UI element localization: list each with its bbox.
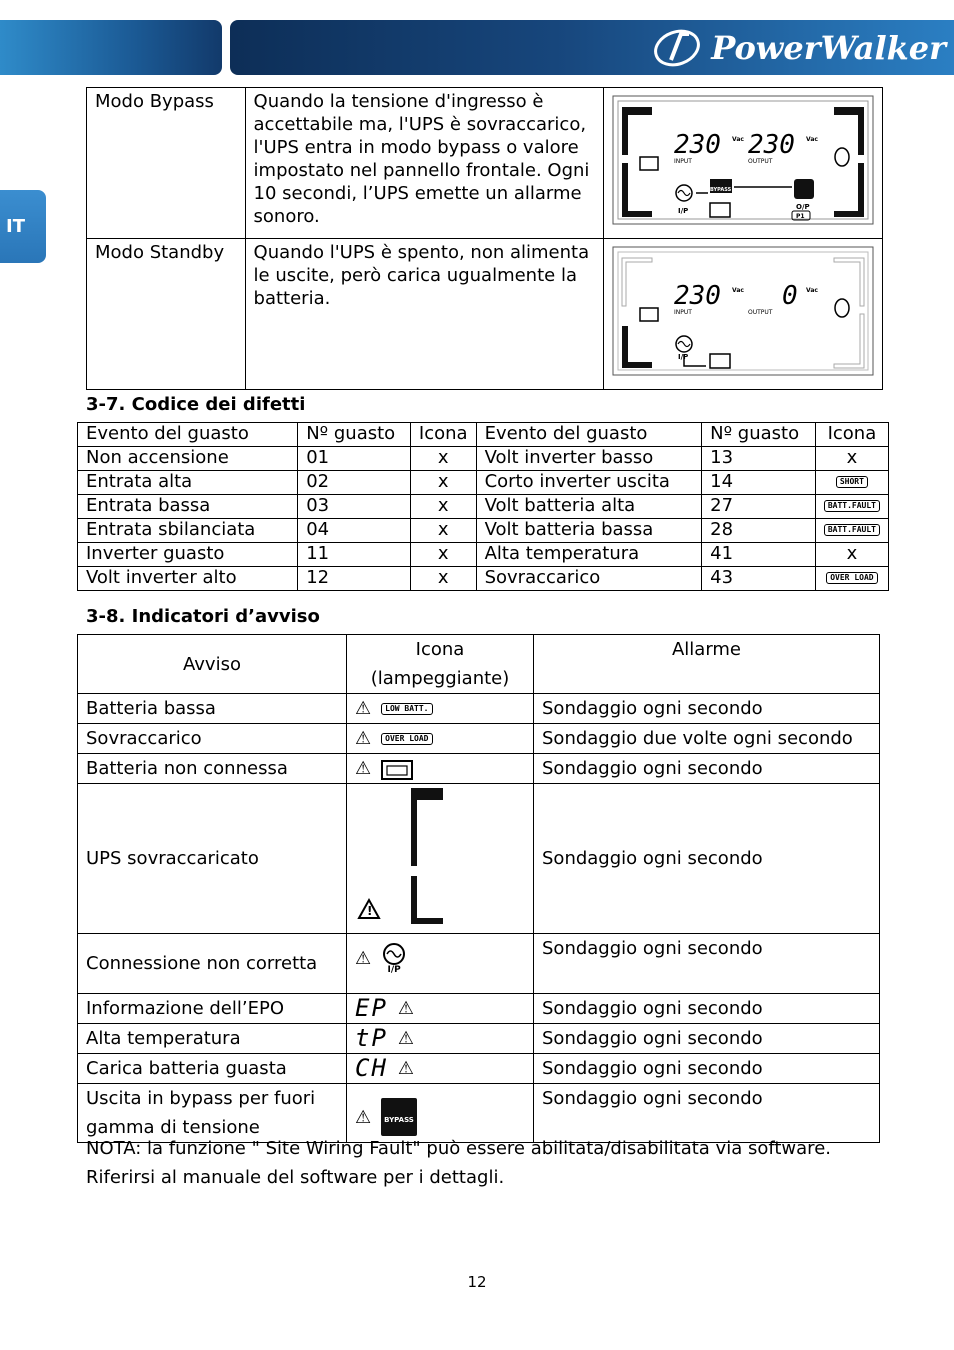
warning-triangle-icon: ⚠ <box>397 1028 415 1049</box>
mode-name: Modo Bypass <box>87 88 246 239</box>
lcd-output-label: OUTPUT <box>748 309 773 316</box>
svg-text:!: ! <box>367 904 373 918</box>
header-band-left <box>0 20 222 75</box>
table-row: Inverter guasto 11 x Alta temperatura 41 x <box>78 543 889 567</box>
fault-section-title: 3-7. Codice dei difetti <box>86 394 306 415</box>
table-row: Sovraccarico ⚠ OVER LOAD Sondaggio due volte ogni secondo <box>78 724 880 754</box>
table-row: Carica batteria guasta CH ⚠ Sondaggio ogni secondo <box>78 1054 880 1084</box>
bypass-icon: BYPASS <box>381 1098 417 1136</box>
batt-fault-icon: BATT.FAULT <box>824 524 880 536</box>
language-tab[interactable]: IT <box>0 190 46 263</box>
brand-name: PowerWalker <box>711 29 946 67</box>
lcd-display-bypass <box>604 88 883 239</box>
table-row: Entrata sbilanciata 04 x Volt batteria bassa 28 BATT.FAULT <box>78 519 889 543</box>
batt-fault-icon: BATT.FAULT <box>824 500 880 512</box>
charger-code: CH <box>355 1054 388 1082</box>
lcd-unit: Vac <box>806 287 818 294</box>
mode-name: Modo Standby <box>87 239 246 390</box>
table-row: Entrata bassa 03 x Volt batteria alta 27 BATT.FAULT <box>78 495 889 519</box>
table-row: Batteria bassa ⚠ LOW BATT. Sondaggio ogni secondo <box>78 694 880 724</box>
lcd-input-label: INPUT <box>674 158 692 165</box>
warning-section-title: 3-8. Indicatori d’avviso <box>86 606 320 627</box>
table-row: Entrata alta 02 x Corto inverter uscita 14 SHORT <box>78 471 889 495</box>
table-row: UPS sovraccaricato ! Sondaggio ogni secondo <box>78 784 880 934</box>
warning-triangle-icon: ⚠ <box>355 728 372 749</box>
table-row: Uscita in bypass per fuori gamma di tensione ⚠ BYPASS Sondaggio ogni secondo <box>78 1084 880 1143</box>
table-row: Alta temperatura tP ⚠ Sondaggio ogni secondo <box>78 1024 880 1054</box>
header-cell: Icona (lampeggiante) <box>347 635 534 694</box>
lcd-ip-label: I/P <box>678 207 689 215</box>
lcd-output-value: 230 <box>748 130 795 160</box>
lcd-p1-label: P1 <box>796 213 805 220</box>
svg-text:BYPASS: BYPASS <box>710 187 732 193</box>
warning-triangle-icon: ⚠ <box>355 758 372 779</box>
powerwalker-mark-icon <box>653 28 705 68</box>
table-row: Volt inverter alto 12 x Sovraccarico 43 OVER LOAD <box>78 567 889 591</box>
header-cell: Nº guasto <box>702 423 816 447</box>
table-row: Informazione dell’EPO EP ⚠ Sondaggio ogni secondo <box>78 994 880 1024</box>
warning-table <box>77 634 880 1143</box>
lcd-standby-graphic <box>612 246 874 376</box>
warning-triangle-icon: ⚠ <box>355 698 372 719</box>
warning-triangle-icon: ⚠ <box>355 948 372 969</box>
mode-description: Quando l'UPS è spento, non alimenta le uscite, però carica ugualmente la batteria. <box>245 239 603 390</box>
lcd-unit: Vac <box>732 136 744 143</box>
outlet-icon <box>794 179 814 199</box>
mode-description: Quando la tensione d'ingresso è accettabile ma, l'UPS è sovraccarico, l'UPS entra in modo bypass o valore impostato nel pannello frontale. Ogni 10 secondi, l’UPS emette un allarme sonoro. <box>245 88 603 239</box>
epo-code: EP <box>355 994 388 1022</box>
lcd-ip-label: I/P <box>678 353 689 361</box>
table-row: Non accensione 01 x Volt inverter basso 13 x <box>78 447 889 471</box>
header-cell: Nº guasto <box>298 423 411 447</box>
header-cell: Avviso <box>78 635 347 694</box>
lcd-input-label: INPUT <box>674 309 692 316</box>
table-header-row <box>78 635 880 694</box>
modes-table <box>86 87 883 390</box>
lcd-input-value: 230 <box>674 281 721 311</box>
lcd-unit: Vac <box>732 287 744 294</box>
short-icon: SHORT <box>836 476 868 488</box>
lcd-unit: Vac <box>806 136 818 143</box>
table-row <box>87 88 883 239</box>
header-cell: Evento del guasto <box>78 423 298 447</box>
lcd-bypass-graphic <box>612 95 874 225</box>
table-row <box>87 239 883 390</box>
page-number: 12 <box>467 1273 487 1291</box>
warning-triangle-icon: ⚠ <box>355 1106 372 1128</box>
load-bar-icon <box>355 784 455 924</box>
low-batt-icon: LOW BATT. <box>381 703 432 715</box>
header-cell: Allarme <box>534 635 880 694</box>
table-row: Batteria non connessa ⚠ Sondaggio ogni secondo <box>78 754 880 784</box>
lcd-output-value: 0 <box>782 281 798 311</box>
lcd-op-label: O/P <box>796 203 810 211</box>
warning-triangle-icon: ⚠ <box>397 1058 415 1079</box>
table-row: Connessione non corretta ⚠ I/P Sondaggio ogni secondo <box>78 934 880 994</box>
lcd-display-standby <box>604 239 883 390</box>
header-band-right <box>230 20 954 75</box>
fault-code-table <box>77 422 889 591</box>
brand-logo <box>653 28 946 68</box>
overload-icon: OVER LOAD <box>826 572 877 584</box>
warning-triangle-icon: ⚠ <box>397 998 415 1019</box>
header-cell: Icona <box>410 423 476 447</box>
lcd-output-label: OUTPUT <box>748 158 773 165</box>
table-header-row <box>78 423 889 447</box>
header-cell: Icona <box>815 423 888 447</box>
note-text: NOTA: la funzione " Site Wiring Fault" può essere abilitata/disabilitata via software. Riferirsi al manuale del software per i dettagli. <box>86 1138 831 1188</box>
ac-input-icon: I/P <box>381 942 407 975</box>
temperature-code: tP <box>355 1024 388 1052</box>
header-cell: Evento del guasto <box>476 423 702 447</box>
battery-icon <box>381 758 413 780</box>
overload-icon: OVER LOAD <box>381 733 432 745</box>
lcd-input-value: 230 <box>674 130 721 160</box>
